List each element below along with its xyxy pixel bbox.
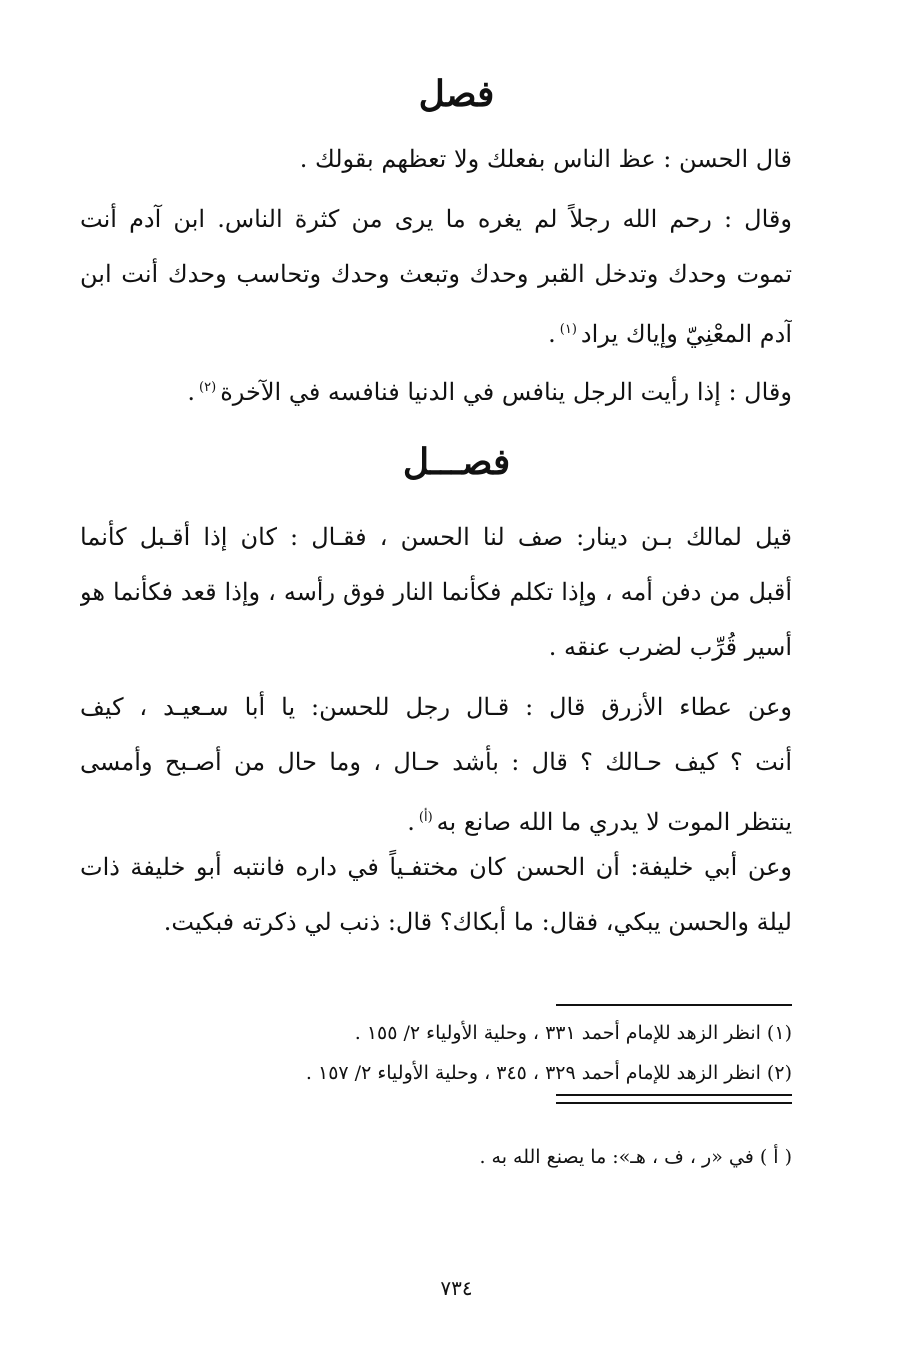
line-text: ينتظر الموت لا يدري ما الله صانع به (436, 808, 792, 836)
footnote-marker: (٢) (199, 380, 217, 395)
paragraph-line (80, 360, 792, 420)
paragraph-line: أقبل من دفن أمه ، وإذا تكلم فكأنما النار فوق رأسه ، وإذا قعد فكأنما هو (80, 578, 792, 606)
paragraph-line: وقال : رحم الله رجلاً لم يغره ما يرى من كثرة الناس. ابن آدم أنت (80, 205, 792, 233)
line-text: وقال : إذا رأيت الرجل ينافس في الدنيا فنافسه في الآخرة (220, 378, 792, 406)
paragraph-ata-al-azraq (80, 680, 792, 850)
paragraph-line: وعن عطاء الأزرق قال : قـال رجل للحسن: يا أبا سـعيـد ، كيف (80, 693, 792, 721)
footnote-separator (556, 1004, 792, 1006)
footnote-marker: (١) (559, 322, 577, 337)
section-heading-1: فصل (418, 73, 495, 115)
section-heading-2: فصـــل (402, 441, 511, 483)
paragraph-abu-khalifa (80, 840, 792, 950)
paragraph-line: تموت وحدك وتدخل القبر وحدك وتبعث وحدك وتحاسب وحدك أنت ابن (80, 260, 792, 288)
paragraph-line (80, 302, 792, 362)
paragraph-line: وعن أبي خليفة: أن الحسن كان مختفـياً في داره فانتبه أبو خليفة ذات (80, 853, 792, 881)
paragraph-line: أنت ؟ كيف حـالك ؟ قال : بأشد حـال ، وما حال من أصـبح وأمسى (80, 748, 792, 776)
paragraph-line: قيل لمالك بـن دينار: صف لنا الحسن ، فقـال : كان إذا أقـبل كأنما (80, 523, 792, 551)
footnote-2: (٢) انظر الزهد للإمام أحمد ٣٢٩ ، ٣٤٥ ، وحلية الأولياء ٢/ ١٥٧ . (305, 1062, 792, 1084)
footnote-variant-a: ( أ ) في «ر ، ف ، هـ»: ما يصنع الله به . (479, 1146, 792, 1168)
line-end: . (187, 378, 196, 406)
footnote-marker: (أ) (418, 810, 433, 825)
footnote-1: (١) انظر الزهد للإمام أحمد ٣٣١ ، وحلية الأولياء ٢/ ١٥٥ . (354, 1022, 792, 1044)
paragraph-son-of-adam (80, 192, 792, 362)
line-end: . (407, 808, 415, 836)
line-text: آدم المعْنِيّ وإياك يراد (580, 320, 792, 348)
paragraph-compete-hereafter (80, 360, 792, 420)
page-number: ٧٣٤ (440, 1276, 473, 1300)
paragraph-hasan-advice (80, 132, 792, 187)
paragraph-line: قال الحسن : عظ الناس بفعلك ولا تعظهم بقولك . (299, 145, 792, 173)
line-end: . (548, 320, 556, 348)
paragraph-malik-ibn-dinar (80, 510, 792, 675)
paragraph-line: ليلة والحسن يبكي، فقال: ما أبكاك؟ قال: ذنب لي ذكرته فبكيت. (163, 908, 792, 936)
footnote-double-separator (556, 1094, 792, 1104)
paragraph-line: أسير قُرِّب لضرب عنقه . (548, 633, 792, 661)
